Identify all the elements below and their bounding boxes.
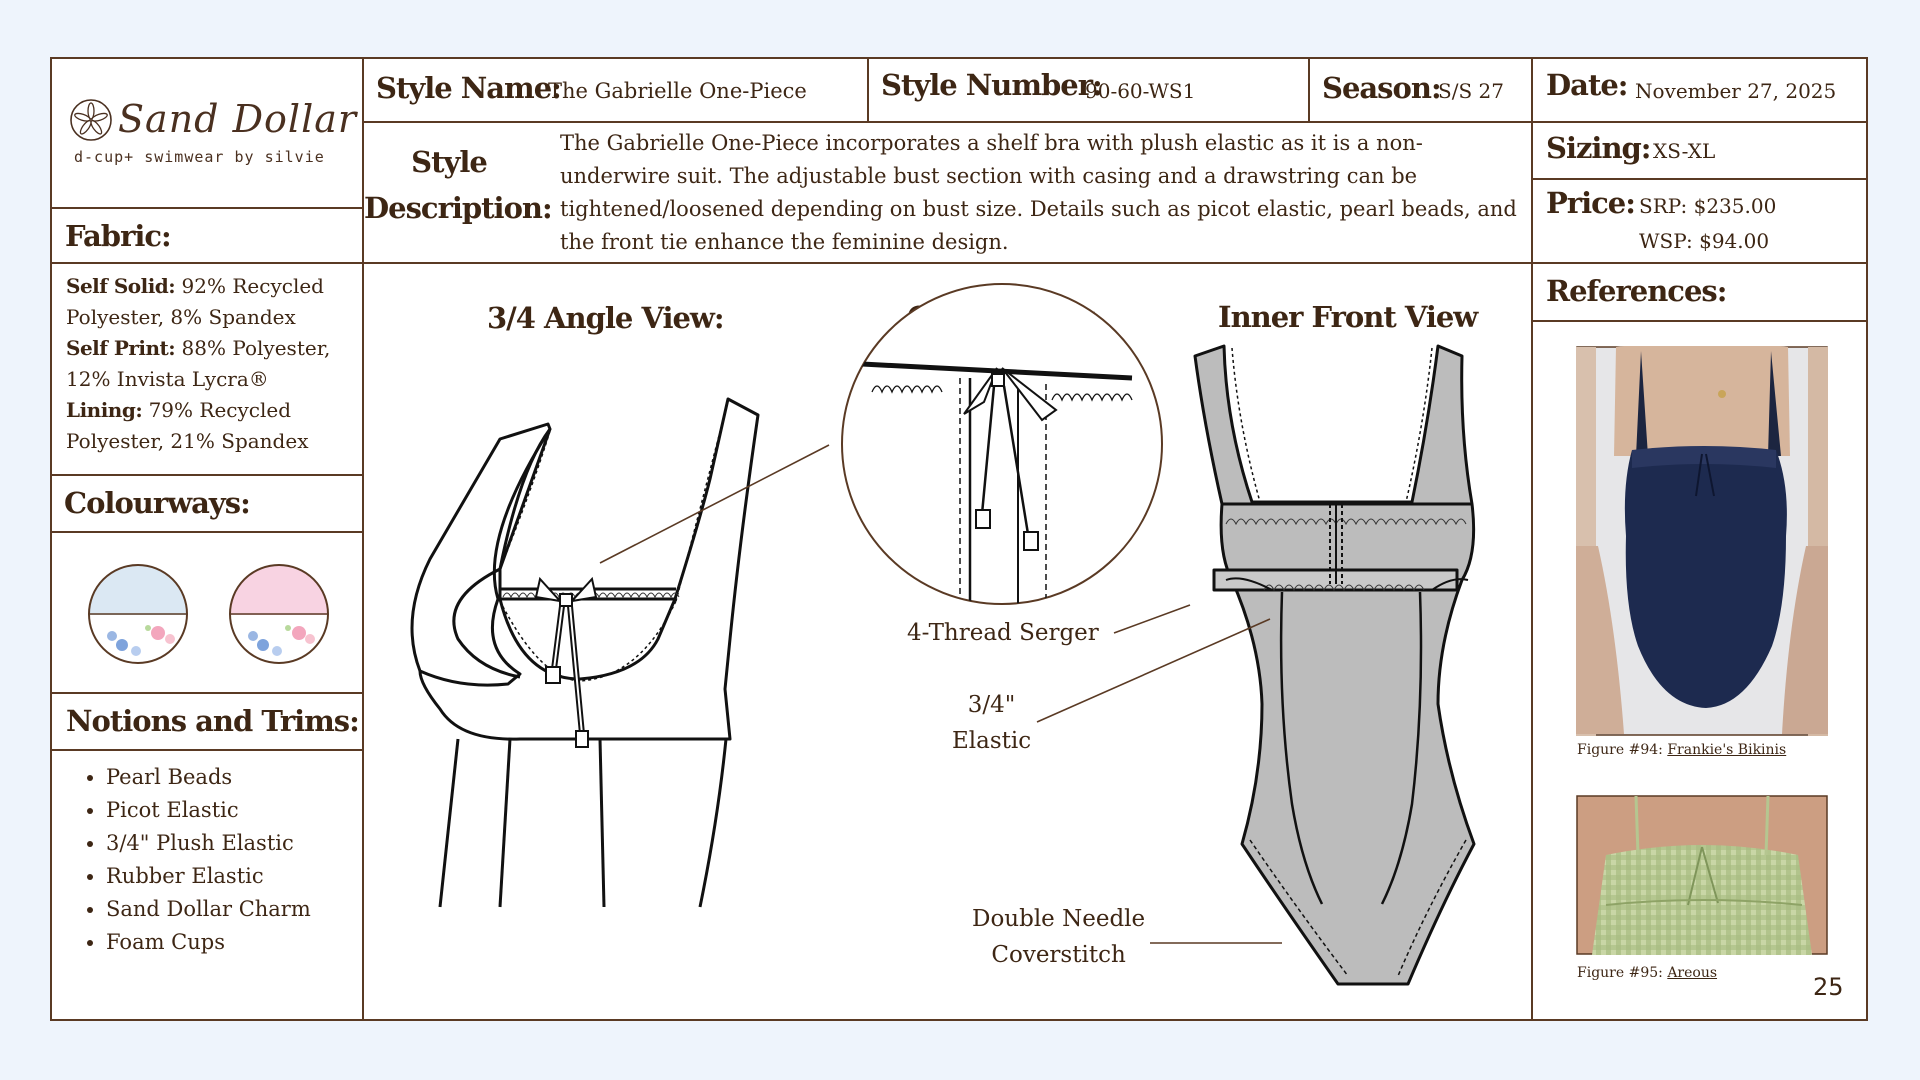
description-label-line1: Style xyxy=(411,145,487,179)
fabric-item-line2: Polyester, 21% Spandex xyxy=(66,429,309,453)
date-value: November 27, 2025 xyxy=(1635,79,1837,103)
list-item: • Pearl Beads xyxy=(106,761,356,794)
date-label: Date: xyxy=(1546,68,1628,102)
description-line: underwire suit. The adjustable bust section with casing and a drawstring can be xyxy=(560,164,1418,188)
angle-view-title: 3/4 Angle View: xyxy=(487,301,724,335)
figure-prefix: Figure #95: xyxy=(1577,965,1668,981)
sizing-label: Sizing: xyxy=(1546,131,1651,165)
description-line: tightened/loosened depending on bust size. Details such as picot elastic, pearl beads, and xyxy=(560,197,1517,221)
page-number: 25 xyxy=(1813,973,1844,1001)
fabric-item-line1: 92% Recycled xyxy=(181,274,324,298)
sizing-value: XS-XL xyxy=(1653,139,1716,163)
fabric-item-name: Self Print: xyxy=(66,336,176,360)
price-label: Price: xyxy=(1546,186,1635,220)
serger-callout: 4-Thread Serger xyxy=(907,620,1099,646)
style-name-label: Style Name: xyxy=(376,71,561,105)
callout-leader-lines xyxy=(52,59,1868,1021)
season-label: Season: xyxy=(1322,71,1441,105)
fabric-item-line2: 12% Invista Lycra® xyxy=(66,367,269,391)
season-value: S/S 27 xyxy=(1438,79,1504,103)
inner-front-view-title: Inner Front View xyxy=(1218,300,1478,334)
list-item: • Rubber Elastic xyxy=(106,860,356,893)
description-line: the front tie enhance the feminine design. xyxy=(560,230,1009,254)
elastic-callout-line1: 3/4" xyxy=(967,692,1016,718)
colourways-label: Colourways: xyxy=(64,486,250,520)
coverstitch-callout xyxy=(972,901,1145,973)
list-item: • Sand Dollar Charm xyxy=(106,893,356,926)
coverstitch-callout-line2: Coverstitch xyxy=(991,942,1126,968)
fabric-item-line2: Polyester, 8% Spandex xyxy=(66,305,296,329)
coverstitch-callout-line1: Double Needle xyxy=(972,906,1146,932)
fabric-item-name: Lining: xyxy=(66,398,143,422)
wsp-value: WSP: $94.00 xyxy=(1639,229,1770,253)
fabric-item-line1: 88% Polyester, xyxy=(181,336,331,360)
figure-source-link[interactable]: Frankie's Bikinis xyxy=(1667,742,1787,758)
list-item: • Foam Cups xyxy=(106,926,356,959)
style-number-value: 90-60-WS1 xyxy=(1085,79,1196,103)
notions-label: Notions and Trims: xyxy=(66,704,359,738)
description-line: The Gabrielle One-Piece incorporates a shelf bra with plush elastic as it is a non- xyxy=(560,131,1423,155)
list-item: • Picot Elastic xyxy=(106,794,356,827)
elastic-callout xyxy=(952,687,1031,759)
list-item: • 3/4" Plush Elastic xyxy=(106,827,356,860)
fabric-label: Fabric: xyxy=(65,219,171,253)
style-number-label: Style Number: xyxy=(881,68,1102,102)
fabric-item-name: Self Solid: xyxy=(66,274,176,298)
brand-tagline: d-cup+ swimwear by silvie xyxy=(74,148,325,166)
references-label: References: xyxy=(1546,274,1727,308)
elastic-callout-line2: Elastic xyxy=(952,728,1032,754)
style-name-value: The Gabrielle One-Piece xyxy=(548,79,807,103)
description-label-line2: Description: xyxy=(364,191,552,225)
fabric-item-line1: 79% Recycled xyxy=(148,398,292,422)
figure-prefix: Figure #94: xyxy=(1577,742,1668,758)
figure-source-link[interactable]: Areous xyxy=(1667,965,1718,981)
brand-name: Sand Dollar xyxy=(118,97,358,141)
srp-value: SRP: $235.00 xyxy=(1639,194,1777,218)
tech-pack-sheet xyxy=(50,57,1868,1021)
